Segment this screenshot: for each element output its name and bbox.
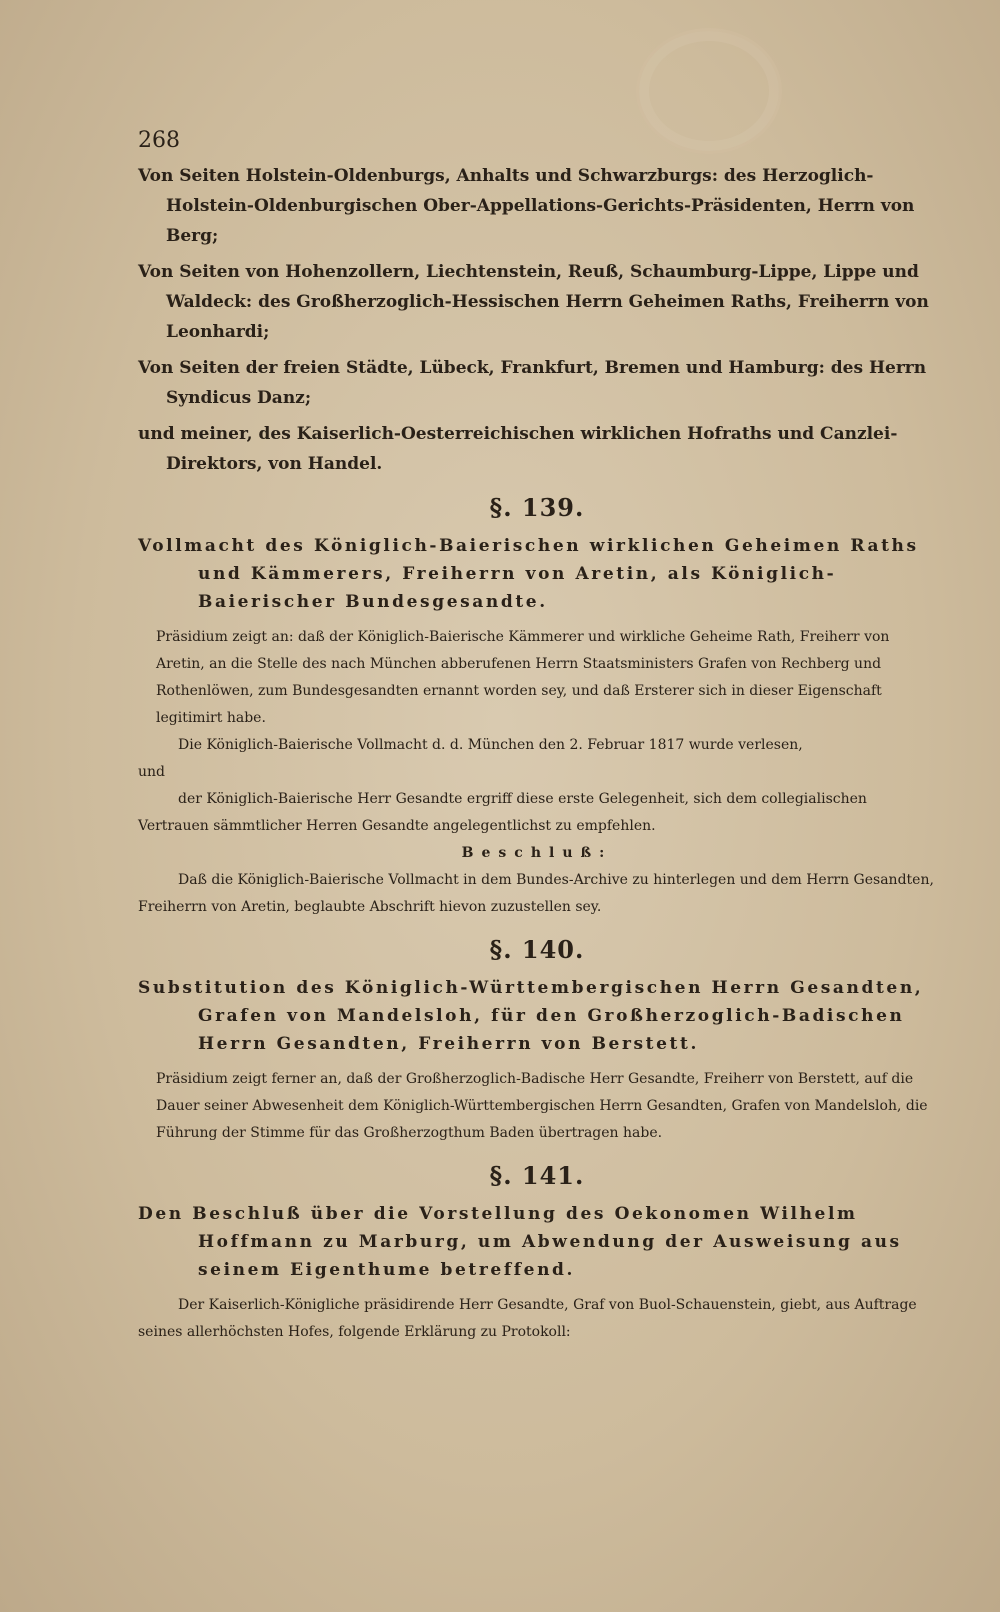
decision-heading: Beschluß: [461, 845, 613, 861]
delegates-list [138, 161, 936, 479]
section-title: Vollmacht des Königlich-Baierischen wirklichen Geheimen Raths und Kämmerers, Freiherrn von Aretin, als Königlich-Baierischer Bundesgesandte. [138, 536, 919, 612]
paragraph: Präsidium zeigt an: daß der Königlich-Baierische Kämmerer und wirkliche Geheime Rath, Freiherr von Aretin, an die Stelle des nach München abberufenen Herrn Staatsministers Grafen von Rechberg und Rothenlöwen, zum Bundesgesandten ernannt worden sey, und daß Ersterer sich in dieser Eigenschaft legitimirt habe. [156, 629, 890, 726]
section-title: Den Beschluß über die Vorstellung des Oekonomen Wilhelm Hoffmann zu Marburg, um Abwendung der Ausweisung aus seinem Eigenthume betreffend. [138, 1204, 902, 1280]
section-body [138, 1292, 936, 1346]
paragraph: Daß die Königlich-Baierische Vollmacht in dem Bundes-Archive zu hinterlegen und dem Herrn Gesandten, Freiherrn von Aretin, beglaubte Abschrift hievon zuzustellen sey. [138, 872, 934, 915]
section-139 [138, 493, 936, 921]
list-entry: Von Seiten Holstein-Oldenburgs, Anhalts und Schwarzburgs: des Herzoglich-Holstein-Oldenburgischen Ober-Appellations-Gerichts-Präsidenten, Herrn von Berg; [138, 166, 915, 246]
paragraph: Der Kaiserlich-Königliche präsidirende Herr Gesandte, Graf von Buol-Schauenstein, giebt, aus Auftrage seines allerhöchsten Hofes, folgende Erklärung zu Protokoll: [138, 1297, 917, 1340]
paragraph: und [138, 764, 165, 780]
paragraph: Präsidium zeigt ferner an, daß der Großherzoglich-Badische Herr Gesandte, Freiherr von Berstett, auf die Dauer seiner Abwesenheit dem Königlich-Württembergischen Herrn Gesandten, Grafen von Mandelsloh, die Führung der Stimme für das Großherzogthum Baden übertragen habe. [156, 1071, 928, 1141]
section-140 [138, 935, 936, 1147]
list-entry: und meiner, des Kaiserlich-Oesterreichischen wirklichen Hofraths und Canzlei-Direktors, von Handel. [138, 424, 898, 474]
section-141 [138, 1161, 936, 1346]
paragraph: Die Königlich-Baierische Vollmacht d. d. München den 2. Februar 1817 wurde verlesen, [178, 737, 803, 753]
section-body [138, 1066, 936, 1147]
list-entry: Von Seiten der freien Städte, Lübeck, Frankfurt, Bremen und Hamburg: des Herrn Syndicus Danz; [138, 358, 927, 408]
section-heading: §. 139. [489, 493, 585, 522]
page-content [138, 128, 936, 1346]
section-title: Substitution des Königlich-Württembergischen Herrn Gesandten, Grafen von Mandelsloh, für den Großherzoglich-Badischen Herrn Gesandten, Freiherrn von Berstett. [138, 978, 924, 1054]
list-entry: Von Seiten von Hohenzollern, Liechtenstein, Reuß, Schaumburg-Lippe, Lippe und Waldeck: des Großherzoglich-Hessischen Herrn Geheimen Raths, Freiherrn von Leonhardi; [138, 262, 929, 342]
section-body [138, 624, 936, 921]
section-heading: §. 140. [489, 935, 585, 964]
paragraph: der Königlich-Baierische Herr Gesandte ergriff diese erste Gelegenheit, sich dem collegialischen Vertrauen sämmtlicher Herren Gesandte angelegentlichst zu empfehlen. [138, 791, 867, 834]
section-heading: §. 141. [489, 1161, 585, 1190]
page-number: 268 [138, 128, 180, 153]
